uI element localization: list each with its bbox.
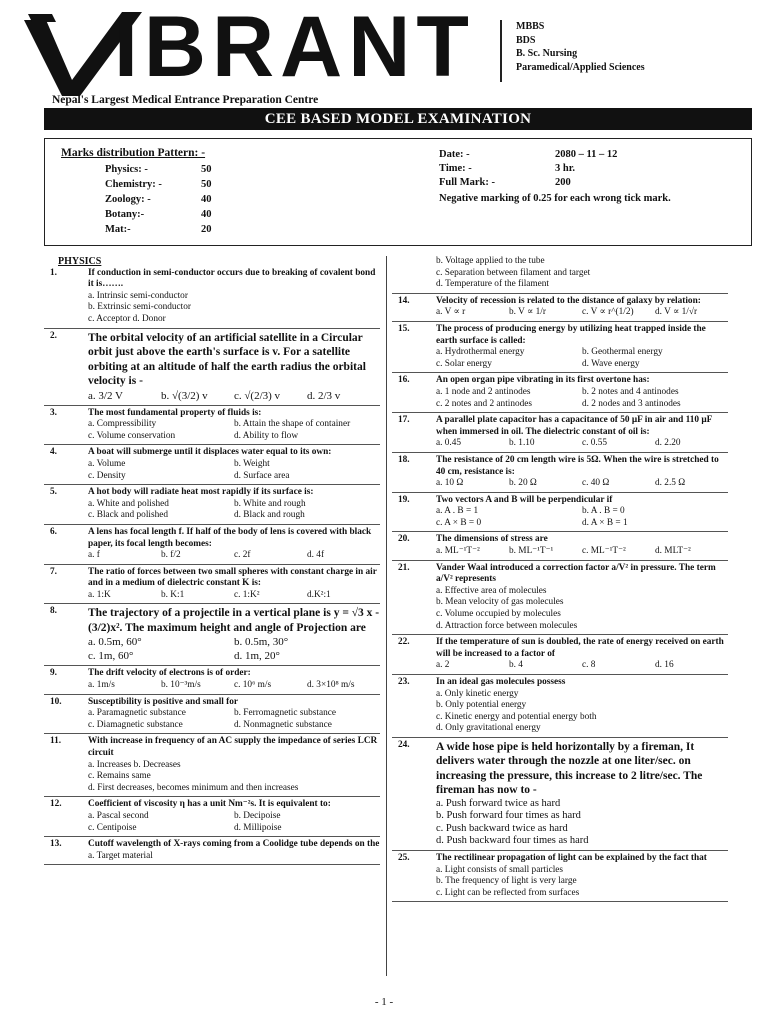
answer-options: [436, 506, 728, 529]
question-text: A wide hose pipe is held horizontally by a fireman, It delivers water through the nozzle at one liter/sec. on increasing the pressure, this increase to 2 litre/sec. The fireman has now to -: [436, 740, 703, 797]
answer-options: [88, 590, 380, 602]
question-separator: [44, 864, 380, 865]
answer-option: b. Attain the shape of container: [234, 419, 351, 430]
answer-options: [436, 438, 728, 450]
question-number: 14.: [398, 295, 410, 306]
answer-option: d. Surface area: [234, 470, 290, 481]
question-separator: [44, 405, 380, 406]
marks-label: Physics: -: [105, 164, 148, 175]
answer-option: d. Black and rough: [234, 510, 305, 521]
question-item: [392, 740, 728, 848]
answer-option: d. First decreases, becomes minimum and then increases: [88, 782, 299, 793]
answer-option: d. Push backward four times as hard: [436, 835, 589, 847]
negative-marking-note: Negative marking of 0.25 for each wrong tick mark.: [439, 193, 671, 204]
question-separator: [44, 665, 380, 666]
exam-info-row: [439, 149, 739, 160]
question-number: 23.: [398, 677, 410, 687]
marks-row: [105, 194, 245, 205]
answer-option: d. Only gravitational energy: [436, 723, 541, 734]
answer-option: c. 10⁶ m/s: [234, 680, 272, 691]
answer-option: d.K²:1: [307, 589, 331, 600]
question-text: If the temperature of sun is doubled, the rate of energy received on earth will be increased to a factor of: [436, 637, 724, 659]
answer-option: b. Mean velocity of gas molecules: [436, 597, 564, 608]
question-text: The orbital velocity of an artificial satellite in a Circular orbit just above the earth's surface is v. For a satellite orbiting at an altitude of half the earth radius the orbital velocity is -: [88, 331, 366, 388]
question-item: [392, 495, 728, 530]
brand-logo: [22, 0, 492, 98]
question-separator: [392, 492, 728, 493]
answer-option: d. 1m, 20°: [234, 650, 280, 663]
answer-options: [88, 499, 380, 522]
course-item: BDS: [516, 34, 536, 46]
question-number: 5.: [50, 487, 57, 498]
answer-option: b. V ∝ 1/r: [509, 307, 546, 318]
question-text: A boat will submerge until it displaces water equal to its own:: [88, 447, 332, 458]
answer-options: [88, 851, 380, 863]
question-number: 11.: [50, 736, 62, 747]
answer-options: [436, 307, 728, 319]
question-item: [392, 296, 728, 319]
question-text: The ratio of forces between two small spheres with constant charge in air and in a medium of dielectric constant K is:: [88, 566, 377, 589]
marks-label: Chemistry: -: [105, 179, 162, 190]
answer-option: c. Volume conservation: [88, 430, 176, 441]
answer-option: b. Weight: [234, 458, 270, 469]
answer-option: a. Push forward twice as hard: [436, 797, 561, 809]
question-number: 19.: [398, 494, 410, 505]
answer-options: [88, 291, 380, 326]
answer-option: a. Target material: [88, 850, 153, 861]
question-text: Cutoff wavelength of X-rays coming from a Coolidge tube depends on the: [88, 839, 380, 850]
answer-options: [88, 550, 380, 562]
answer-option: b. 2 notes and 4 antinodes: [582, 386, 679, 397]
marks-value: 50: [201, 179, 212, 190]
question-item: [44, 567, 380, 602]
answer-option: a. Paramagnetic substance: [88, 708, 186, 719]
question-item: [44, 487, 380, 522]
answer-options: [436, 586, 728, 632]
question-number: 15.: [398, 323, 410, 334]
question-separator: [392, 850, 728, 851]
answer-option: b. 0.5m, 30°: [234, 636, 289, 649]
answer-option: c. Density: [88, 470, 126, 481]
answer-option: c. 0.55: [582, 438, 608, 449]
answer-option: b. Extrinsic semi-conductor: [88, 302, 192, 313]
answer-option: c. V ∝ r^(1/2): [582, 307, 634, 318]
exam-info-row: [439, 177, 739, 188]
answer-option: d. 2.20: [655, 438, 681, 449]
question-item: [392, 534, 728, 557]
question-number: 7.: [50, 566, 57, 577]
question-text: The process of producing energy by utilizing heat trapped inside the earth surface is called:: [436, 323, 706, 346]
question-item: [44, 799, 380, 834]
question-separator: [392, 674, 728, 675]
answer-option: d. 2/3 v: [307, 389, 341, 402]
question-item: [44, 447, 380, 482]
course-item: Paramedical/Applied Sciences: [516, 61, 645, 73]
question-text: In an ideal gas molecules possess: [436, 677, 566, 687]
question-text: With increase in frequency of an AC supply the impedance of series LCR circuit: [88, 736, 378, 759]
answer-option: c. Separation between filament and target: [436, 267, 591, 278]
answer-option: c. 1:K²: [234, 589, 260, 600]
question-separator: [44, 564, 380, 565]
answer-option: a. Effective area of molecules: [436, 585, 547, 596]
marks-distribution-box: [44, 138, 752, 246]
question-text: The dimensions of stress are: [436, 534, 548, 545]
answer-option: a. Hydrothermal energy: [436, 347, 525, 358]
answer-option: b. f/2: [161, 550, 181, 561]
question-number: 22.: [398, 637, 410, 648]
answer-option: c. 2f: [234, 550, 251, 561]
course-item: B. Sc. Nursing: [516, 48, 578, 59]
answer-option: a. Pascal second: [88, 811, 149, 821]
marks-value: 40: [201, 194, 212, 205]
question-number: 6.: [50, 526, 57, 537]
question-number: 1.: [50, 267, 57, 278]
marks-label: Zoology: -: [105, 194, 151, 205]
answer-option: b. Only potential energy: [436, 700, 527, 711]
info-value: 3 hr.: [555, 163, 576, 174]
answer-option: c. Light can be reflected from surfaces: [436, 887, 580, 898]
answer-option: a. 1m/s: [88, 680, 115, 691]
question-item: [44, 668, 380, 691]
answer-option: a. Compressibility: [88, 419, 157, 430]
question-number: 25.: [398, 852, 410, 863]
question-number: 2.: [50, 330, 57, 341]
section-heading: PHYSICS: [58, 256, 102, 267]
question-text: A hot body will radiate heat most rapidly if its surface is:: [88, 487, 314, 498]
marks-row: [105, 209, 245, 220]
answer-option: c. 40 Ω: [582, 478, 610, 489]
answer-option: d. V ∝ 1/√r: [655, 307, 698, 318]
answer-option: b. Push forward four times as hard: [436, 810, 581, 822]
question-number: 4.: [50, 447, 57, 458]
answer-option: a. 1:K: [88, 589, 111, 600]
answer-option: d. 4f: [307, 550, 325, 561]
answer-option: b. The frequency of light is very large: [436, 876, 577, 887]
questions-right-column: [392, 256, 728, 904]
answer-option: d. Wave energy: [582, 358, 640, 369]
question-text: An open organ pipe vibrating in its first overtone has:: [436, 375, 650, 386]
question-number: 16.: [398, 375, 410, 386]
column-divider: [386, 256, 387, 976]
answer-option: a. Increases b. Decreases: [88, 759, 181, 770]
question-item: [392, 563, 728, 633]
answer-options: [436, 347, 728, 370]
question-item: [44, 839, 380, 862]
question-number: 10.: [50, 696, 62, 707]
question-text: The rectilinear propagation of light can be explained by the fact that: [436, 852, 707, 863]
question-separator: [392, 293, 728, 294]
question-item: [44, 268, 380, 326]
question-text: The trajectory of a projectile in a vertical plane is y = √3 x - (3/2)x². The maximum height and angle of Projection are: [88, 607, 380, 634]
answer-option: a. Light consists of small particles: [436, 864, 564, 875]
answer-option: c. Centipoise: [88, 822, 137, 833]
answer-options: [88, 419, 380, 442]
question-item: [44, 331, 380, 403]
answer-options: [436, 660, 728, 672]
answer-option: d. Temperature of the filament: [436, 279, 550, 290]
answer-option: c. ML⁻¹T⁻²: [582, 546, 626, 557]
answer-option: c. A × B = 0: [436, 517, 482, 528]
answer-option: a. 3/2 V: [88, 389, 123, 402]
answer-option: d. 16: [655, 660, 674, 671]
answer-option: d. Attraction force between molecules: [436, 620, 578, 631]
question-separator: [392, 372, 728, 373]
page-number: - 1 -: [374, 996, 394, 1008]
question-separator: [44, 484, 380, 485]
answer-option: c. Remains same: [88, 771, 151, 782]
question-number: 17.: [398, 415, 410, 426]
question-number: 13.: [50, 839, 62, 850]
question-separator: [392, 412, 728, 413]
answer-option: a. A . B = 1: [436, 506, 479, 517]
info-label: Date: -: [439, 149, 470, 160]
question-text: Vander Waal introduced a correction factor a/V² in pressure. The term a/V² represents: [436, 562, 716, 585]
marks-value: 50: [201, 164, 212, 175]
answer-option: d. 2.5 Ω: [655, 478, 686, 489]
question-item: [392, 415, 728, 450]
question-text: Velocity of recession is related to the distance of galaxy by relation:: [436, 295, 701, 306]
question-separator: [44, 603, 380, 604]
answer-option: d. MLT⁻²: [655, 546, 691, 557]
question-item: [44, 527, 380, 562]
answer-option: a. Volume: [88, 458, 126, 469]
info-label: Time: -: [439, 163, 472, 174]
question-text: Coefficient of viscosity η has a unit Nm⁻²s. It is equivalent to:: [88, 799, 331, 810]
question-separator: [392, 634, 728, 635]
question-number: 20.: [398, 534, 410, 545]
question-separator: [392, 531, 728, 532]
question-number: 24.: [398, 739, 410, 750]
question-text: Two vectors A and B will be perpendicular if: [436, 494, 613, 505]
answer-options: [88, 389, 380, 403]
question-text: A parallel plate capacitor has a capacitance of 50 μF in air and 110 μF when immersed in oil. The dielectric constant of oil is:: [436, 415, 713, 437]
answer-options: [436, 689, 728, 735]
answer-options: [88, 811, 380, 834]
question-separator: [44, 328, 380, 329]
answer-option: d. 2 nodes and 3 antinodes: [582, 398, 681, 409]
marks-label: Botany:-: [105, 209, 145, 220]
answer-option: b. Geothermal energy: [582, 347, 663, 358]
logo-wordmark: IBRANT: [114, 0, 475, 95]
answer-option: b. 1.10: [509, 438, 535, 449]
question-separator: [44, 796, 380, 797]
answer-option: a. f: [88, 550, 100, 561]
answer-option: c. Kinetic energy and potential energy both: [436, 711, 597, 722]
answer-option: c. 8: [582, 660, 596, 671]
answer-option: a. 1 node and 2 antinodes: [436, 386, 531, 397]
question-number: 21.: [398, 562, 410, 573]
answer-option: d. Ability to flow: [234, 430, 299, 441]
answer-option: c. 2 notes and 2 antinodes: [436, 398, 533, 409]
answer-option: b. Ferromagnetic substance: [234, 708, 336, 719]
questions-left-column: [44, 256, 380, 867]
question-number: 3.: [50, 407, 57, 418]
question-separator: [44, 733, 380, 734]
question-item: [392, 375, 728, 410]
marks-value: 20: [201, 224, 212, 235]
question-text: The most fundamental property of fluids is:: [88, 407, 262, 418]
question-item: [392, 853, 728, 899]
marks-label: Mat:-: [105, 224, 131, 235]
answer-options: [88, 635, 380, 663]
answer-option: c. Solar energy: [436, 358, 492, 369]
question-separator: [44, 694, 380, 695]
question-item: [392, 324, 728, 370]
question-item: [44, 408, 380, 443]
answer-option: a. 2: [436, 660, 450, 671]
question-text: The drift velocity of electrons is of order:: [88, 668, 251, 679]
question-separator: [44, 836, 380, 837]
marks-row: [105, 224, 245, 235]
answer-options: [436, 256, 728, 291]
question-item: [44, 736, 380, 794]
question-text: The resistance of 20 cm length wire is 5Ω. When the wire is stretched to 40 cm, resistance is:: [436, 454, 719, 477]
answer-option: a. Only kinetic energy: [436, 688, 519, 699]
answer-option: b. 20 Ω: [509, 478, 537, 489]
marks-row: [105, 164, 245, 175]
question-separator: [392, 321, 728, 322]
answer-option: c. Diamagnetic substance: [88, 719, 183, 730]
answer-option: b. Decipoise: [234, 811, 281, 821]
answer-option: b. K:1: [161, 589, 185, 600]
question-number: 8.: [50, 606, 57, 617]
question-separator: [392, 452, 728, 453]
courses-list: [500, 20, 740, 82]
question-separator: [44, 444, 380, 445]
course-item: MBBS: [516, 21, 545, 32]
answer-option: a. V ∝ r: [436, 307, 466, 318]
question-separator: [392, 560, 728, 561]
answer-option: b. 10⁻³m/s: [161, 680, 201, 691]
question-continuation: [392, 256, 728, 291]
exam-info-row: [439, 163, 739, 174]
answer-option: c. √(2/3) v: [234, 389, 281, 402]
answer-options: [436, 546, 728, 558]
answer-option: d. Millipoise: [234, 822, 282, 833]
answer-option: c. 1m, 60°: [88, 650, 134, 663]
question-item: [392, 455, 728, 490]
question-separator: [392, 737, 728, 738]
question-number: 12.: [50, 799, 62, 810]
answer-option: b. 4: [509, 660, 523, 671]
answer-option: c. Volume occupied by molecules: [436, 609, 561, 620]
question-separator: [392, 901, 728, 902]
question-text: If conduction in semi-conductor occurs due to breaking of covalent bond it is…….: [88, 267, 376, 290]
answer-option: b. White and rough: [234, 498, 306, 509]
answer-option: c. Black and polished: [88, 510, 169, 521]
info-value: 200: [555, 177, 571, 188]
question-number: 9.: [50, 668, 57, 679]
answer-option: a. Intrinsic semi-conductor: [88, 290, 188, 301]
answer-option: b. √(3/2) v: [161, 389, 208, 402]
marks-title: Marks distribution Pattern: -: [61, 147, 206, 159]
answer-option: a. White and polished: [88, 498, 169, 509]
marks-row: [105, 179, 245, 190]
answer-option: a. 10 Ω: [436, 478, 464, 489]
marks-value: 40: [201, 209, 212, 220]
answer-option: d. A × B = 1: [582, 517, 628, 528]
answer-option: d. 3×10⁸ m/s: [307, 680, 355, 691]
answer-option: c. Acceptor d. Donor: [88, 313, 166, 324]
question-item: [44, 697, 380, 732]
answer-options: [88, 459, 380, 482]
answer-options: [88, 680, 380, 692]
answer-option: a. 0.5m, 60°: [88, 636, 142, 649]
answer-option: b. Voltage applied to the tube: [436, 256, 545, 266]
exam-title-banner: CEE BASED MODEL EXAMINATION: [44, 108, 752, 130]
info-value: 2080 – 11 – 12: [555, 149, 618, 160]
answer-option: a. ML⁻¹T⁻²: [436, 546, 480, 557]
question-item: [44, 606, 380, 663]
answer-options: [88, 708, 380, 731]
question-separator: [44, 524, 380, 525]
info-label: Full Mark: -: [439, 177, 495, 188]
answer-option: a. 0.45: [436, 438, 462, 449]
question-item: [392, 677, 728, 735]
question-text: A lens has focal length f. If half of the body of lens is covered with black paper, its focal length becomes:: [88, 526, 372, 549]
answer-options: [88, 760, 380, 795]
answer-option: c. Push backward twice as hard: [436, 822, 568, 834]
answer-options: [436, 798, 728, 848]
question-text: Susceptibility is positive and small for: [88, 696, 239, 707]
answer-option: d. Nonmagnetic substance: [234, 719, 332, 730]
tagline: Nepal's Largest Medical Entrance Preparation Centre: [52, 94, 319, 106]
answer-options: [436, 478, 728, 490]
answer-option: b. ML⁻¹T⁻¹: [509, 546, 554, 557]
answer-options: [436, 387, 728, 410]
question-number: 18.: [398, 454, 410, 465]
answer-option: b. A . B = 0: [582, 506, 625, 517]
answer-options: [436, 865, 728, 900]
question-item: [392, 637, 728, 672]
